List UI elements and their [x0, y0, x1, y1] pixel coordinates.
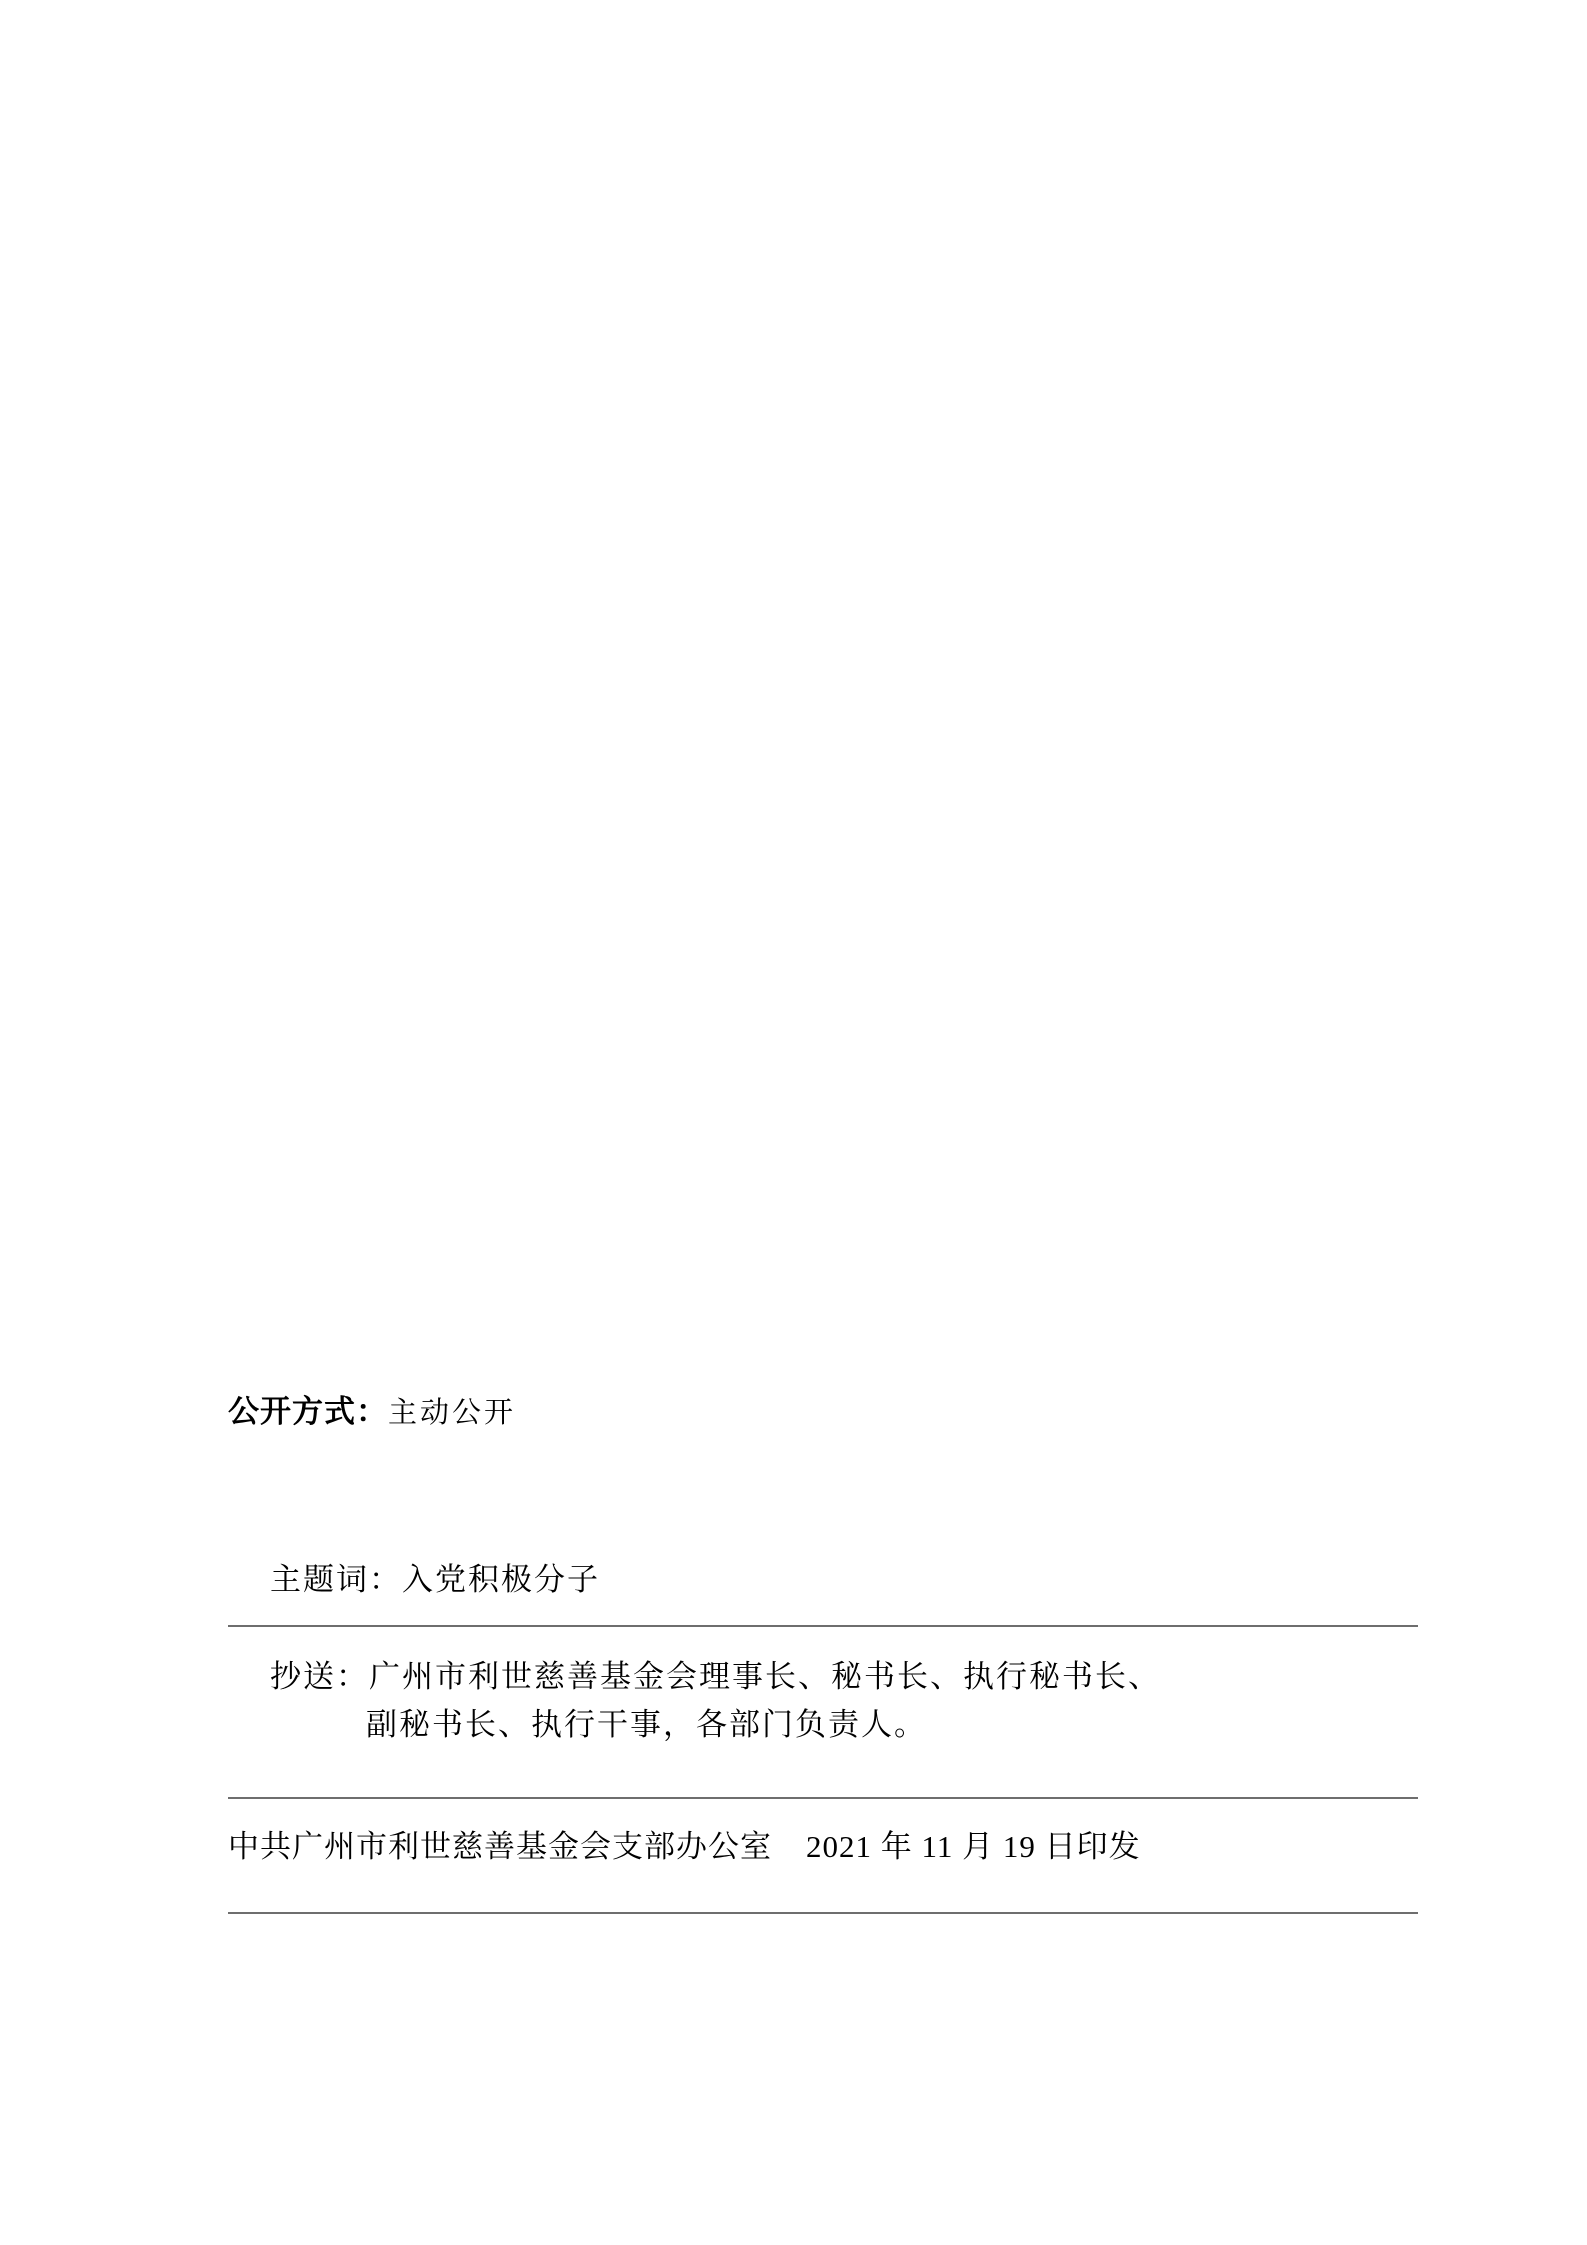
issuer-date: 2021 年 11 月 19 日印发 [806, 1828, 1141, 1864]
disclosure-row [228, 1390, 1418, 1434]
cc-line-1: 抄送：广州市利世慈善基金会理事长、秘书长、执行秘书长、 [270, 1658, 1161, 1694]
issuer-row [228, 1799, 1418, 1886]
divider-bottom [228, 1912, 1418, 1914]
issuer-office: 中共广州市利世慈善基金会支部办公室 [228, 1828, 772, 1864]
document-footer-block [228, 1390, 1418, 1914]
cc-line-2: 副秘书长、执行干事，各部门负责人。 [366, 1706, 927, 1742]
disclosure-value: 主动公开 [388, 1397, 517, 1429]
cc-recipients-row [228, 1627, 1418, 1771]
disclosure-label: 公开方式： [228, 1394, 388, 1429]
subject-keywords-row: 主题词：入党积极分子 [270, 1561, 600, 1597]
